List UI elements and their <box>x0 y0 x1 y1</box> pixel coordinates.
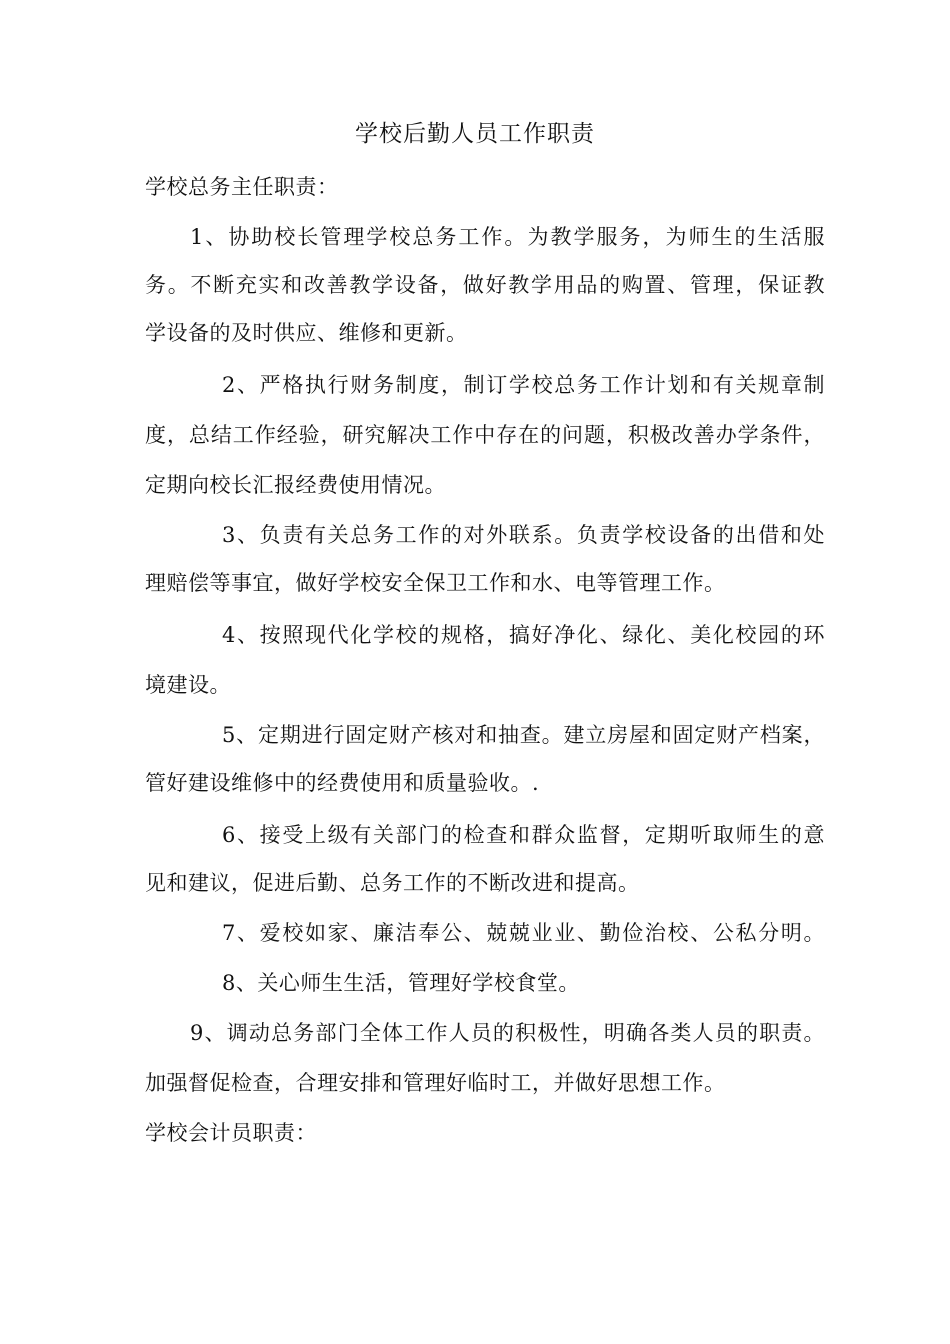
item-5-line-1: 5、定期进行固定财产核对和抽查。建立房屋和固定财产档案， <box>222 723 825 747</box>
item-2-line-1: 2、严格执行财务制度，制订学校总务工作计划和有关规章制 <box>222 373 825 397</box>
item-9-line-2: 加强督促检查，合理安排和管理好临时工，并做好思想工作。 <box>145 1071 726 1095</box>
item-1-line-3: 学设备的及时供应、维修和更新。 <box>145 321 468 345</box>
item-9-line-1: 9、调动总务部门全体工作人员的积极性，明确各类人员的职责。 <box>190 1021 825 1045</box>
item-2-line-2: 度，总结工作经验，研究解决工作中存在的问题，积极改善办学条件， <box>145 423 825 447</box>
item-7-line-1: 7、爱校如家、廉洁奉公、兢兢业业、勤俭治校、公私分明。 <box>222 921 825 945</box>
item-1-line-1: 1、协助校长管理学校总务工作。为教学服务，为师生的生活服 <box>190 225 825 249</box>
item-2-line-3: 定期向校长汇报经费使用情况。 <box>145 473 446 497</box>
item-8-line-1: 8、关心师生生活，管理好学校食堂。 <box>222 971 580 995</box>
item-5-line-2: 管好建设维修中的经费使用和质量验收。. <box>145 771 540 795</box>
item-3-line-1: 3、负责有关总务工作的对外联系。负责学校设备的出借和处 <box>222 523 825 547</box>
item-4-line-2: 境建设。 <box>145 673 231 697</box>
item-1-line-2: 务。不断充实和改善教学设备，做好教学用品的购置、管理，保证教 <box>145 273 825 297</box>
section-heading-director: 学校总务主任职责： <box>145 175 339 199</box>
item-3-line-2: 理赔偿等事宜，做好学校安全保卫工作和水、电等管理工作。 <box>145 571 726 595</box>
document-title: 学校后勤人员工作职责 <box>355 121 595 147</box>
section-heading-accountant: 学校会计员职责： <box>145 1121 317 1145</box>
item-4-line-1: 4、按照现代化学校的规格，搞好净化、绿化、美化校园的环 <box>222 623 825 647</box>
item-6-line-1: 6、接受上级有关部门的检查和群众监督，定期听取师生的意 <box>222 823 825 847</box>
item-6-line-2: 见和建议，促进后勤、总务工作的不断改进和提高。 <box>145 871 640 895</box>
